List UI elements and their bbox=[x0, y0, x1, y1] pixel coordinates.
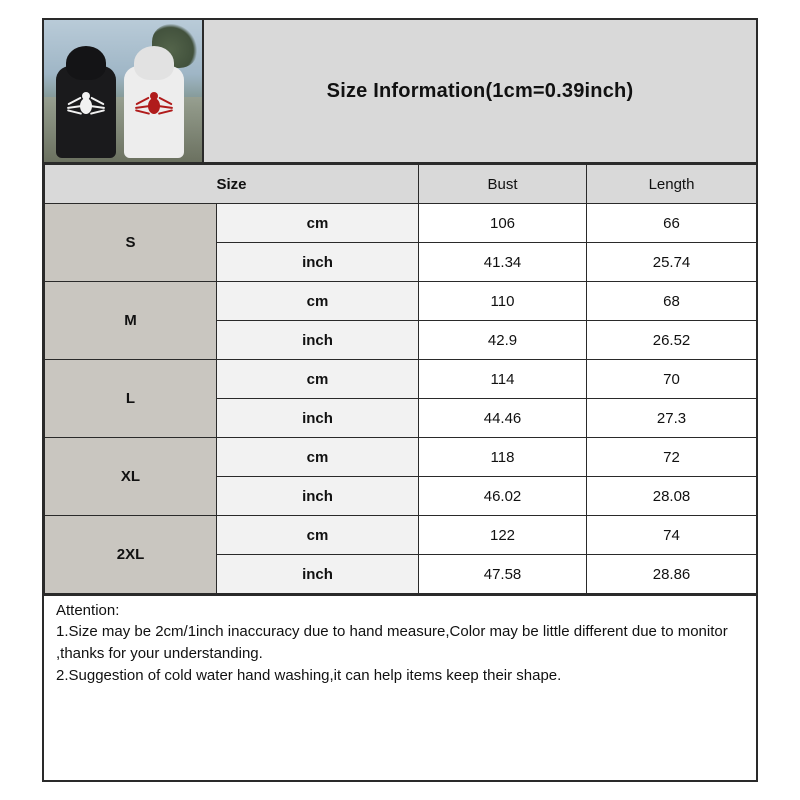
unit-cm: cm bbox=[217, 360, 419, 399]
length-value: 26.52 bbox=[587, 321, 757, 360]
bust-value: 47.58 bbox=[419, 555, 587, 594]
product-photo bbox=[44, 20, 204, 162]
size-label-2xl: 2XL bbox=[45, 516, 217, 594]
length-value: 70 bbox=[587, 360, 757, 399]
unit-inch: inch bbox=[217, 477, 419, 516]
size-label-xl: XL bbox=[45, 438, 217, 516]
table-row bbox=[45, 438, 757, 477]
unit-cm: cm bbox=[217, 204, 419, 243]
size-table bbox=[44, 164, 757, 594]
length-value: 72 bbox=[587, 438, 757, 477]
attention-line-1: 1.Size may be 2cm/1inch inaccuracy due to hand measure,Color may be little different due to monitor ,thanks for your understanding. bbox=[56, 623, 728, 662]
unit-inch: inch bbox=[217, 555, 419, 594]
size-label-m: M bbox=[45, 282, 217, 360]
length-value: 28.86 bbox=[587, 555, 757, 594]
table-row bbox=[45, 282, 757, 321]
table-header-row bbox=[45, 165, 757, 204]
spider-graphic-icon bbox=[137, 90, 171, 120]
bust-value: 44.46 bbox=[419, 399, 587, 438]
unit-cm: cm bbox=[217, 438, 419, 477]
bust-value: 42.9 bbox=[419, 321, 587, 360]
size-chart-sheet bbox=[42, 18, 758, 782]
spider-leg bbox=[158, 97, 172, 106]
table-row bbox=[45, 360, 757, 399]
unit-inch: inch bbox=[217, 321, 419, 360]
column-header-length: Length bbox=[587, 165, 757, 204]
length-value: 68 bbox=[587, 282, 757, 321]
bust-value: 110 bbox=[419, 282, 587, 321]
table-row bbox=[45, 204, 757, 243]
spider-leg bbox=[90, 109, 105, 115]
length-value: 28.08 bbox=[587, 477, 757, 516]
model-white-hoodie bbox=[124, 46, 184, 158]
hood-white bbox=[134, 46, 174, 80]
hood-black bbox=[66, 46, 106, 80]
spider-graphic-icon bbox=[69, 90, 103, 120]
bust-value: 106 bbox=[419, 204, 587, 243]
attention-title: Attention: bbox=[56, 602, 120, 619]
bust-value: 118 bbox=[419, 438, 587, 477]
length-value: 25.74 bbox=[587, 243, 757, 282]
column-header-bust: Bust bbox=[419, 165, 587, 204]
length-value: 27.3 bbox=[587, 399, 757, 438]
unit-cm: cm bbox=[217, 516, 419, 555]
model-black-hoodie bbox=[56, 46, 116, 158]
table-row bbox=[45, 516, 757, 555]
attention-line-2: 2.Suggestion of cold water hand washing,it can help items keep their shape. bbox=[56, 666, 562, 684]
product-photo-image bbox=[44, 20, 202, 162]
header-band bbox=[44, 20, 756, 164]
unit-inch: inch bbox=[217, 243, 419, 282]
bust-value: 122 bbox=[419, 516, 587, 555]
spider-leg bbox=[90, 97, 104, 106]
unit-inch: inch bbox=[217, 399, 419, 438]
spider-leg bbox=[158, 109, 173, 115]
spider-leg bbox=[135, 109, 150, 115]
length-value: 66 bbox=[587, 204, 757, 243]
column-header-size: Size bbox=[45, 165, 419, 204]
header-title-cell bbox=[204, 20, 756, 162]
size-label-l: L bbox=[45, 360, 217, 438]
page-title: Size Information(1cm=0.39inch) bbox=[326, 79, 634, 102]
spider-leg bbox=[67, 109, 82, 115]
attention-section bbox=[44, 594, 756, 780]
unit-cm: cm bbox=[217, 282, 419, 321]
size-label-s: S bbox=[45, 204, 217, 282]
bust-value: 41.34 bbox=[419, 243, 587, 282]
bust-value: 46.02 bbox=[419, 477, 587, 516]
bust-value: 114 bbox=[419, 360, 587, 399]
length-value: 74 bbox=[587, 516, 757, 555]
